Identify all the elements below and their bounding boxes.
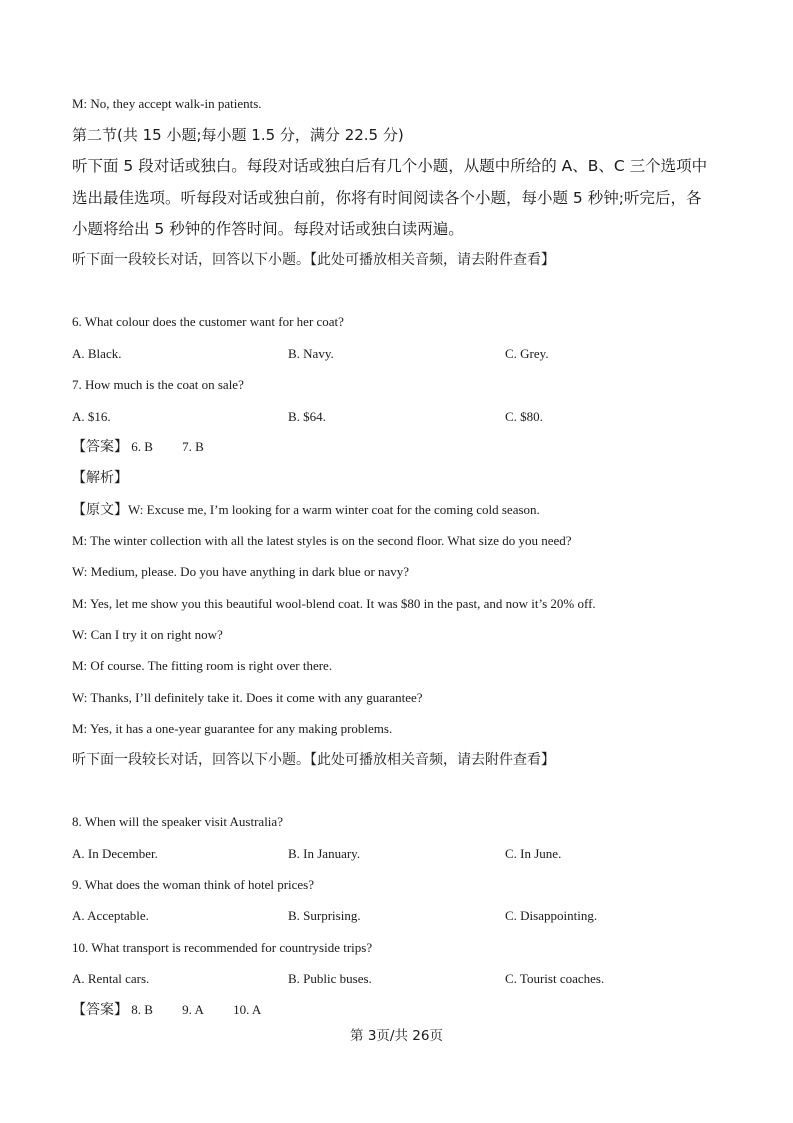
transcript-line: M: The winter collection with all the latest styles is on the second floor. What size do you need? bbox=[72, 533, 572, 548]
listening-prompt: 听下面一段较长对话，回答以下小题。【此处可播放相关音频，请去附件查看】 bbox=[72, 752, 555, 768]
instruction-line: 小题将给出 5 秒钟的作答时间。每段对话或独白读两遍。 bbox=[72, 220, 464, 238]
transcript-line: W: Thanks, I’ll definitely take it. Does it come with any guarantee? bbox=[72, 690, 423, 705]
transcript-line bbox=[72, 501, 540, 519]
option-b: B. Surprising. bbox=[288, 908, 361, 923]
option-c: C. Tourist coaches. bbox=[505, 971, 605, 986]
transcript-line: W: Medium, please. Do you have anything in dark blue or navy? bbox=[72, 564, 410, 579]
option-a: A. $16. bbox=[72, 409, 111, 424]
option-a: A. Black. bbox=[72, 346, 122, 361]
option-a: A. In December. bbox=[72, 846, 158, 861]
page-footer: 第 3页/共 26页 bbox=[350, 1028, 443, 1044]
transcript-text: W: Excuse me, I’m looking for a warm winter coat for the coming cold season. bbox=[128, 502, 540, 517]
answer-item: 10. A bbox=[233, 1002, 262, 1017]
listening-prompt: 听下面一段较长对话，回答以下小题。【此处可播放相关音频，请去附件查看】 bbox=[72, 252, 555, 268]
option-b: B. $64. bbox=[288, 409, 326, 424]
instruction-line: 选出最佳选项。听每段对话或独白前，你将有时间阅读各个小题，每小题 5 秒钟;听完后，各 bbox=[72, 189, 702, 207]
option-a: A. Rental cars. bbox=[72, 971, 150, 986]
answer-item: 9. A bbox=[182, 1002, 204, 1017]
intro-line: M: No, they accept walk-in patients. bbox=[72, 96, 262, 111]
question-text: 6. What colour does the customer want for her coat? bbox=[72, 314, 344, 329]
option-b: B. In January. bbox=[288, 846, 361, 861]
answer-line bbox=[72, 1001, 261, 1019]
answer-line bbox=[72, 438, 204, 456]
question-text: 8. When will the speaker visit Australia? bbox=[72, 814, 283, 829]
question-options bbox=[72, 907, 732, 925]
transcript-line: M: Of course. The fitting room is right over there. bbox=[72, 658, 333, 673]
question-options bbox=[72, 845, 732, 863]
question-options bbox=[72, 408, 732, 426]
option-b: B. Public buses. bbox=[288, 971, 372, 986]
option-c: C. In June. bbox=[505, 846, 562, 861]
answer-item: 7. B bbox=[182, 439, 204, 454]
answer-item: 6. B bbox=[131, 439, 153, 454]
instruction-line: 听下面 5 段对话或独白。每段对话或独白后有几个小题，从题中所给的 A、B、C 三个选项中 bbox=[72, 157, 708, 175]
option-a: A. Acceptable. bbox=[72, 908, 149, 923]
option-b: B. Navy. bbox=[288, 346, 334, 361]
answer-label: 【答案】 bbox=[72, 1002, 128, 1018]
question-text: 10. What transport is recommended for countryside trips? bbox=[72, 940, 373, 955]
transcript-line: W: Can I try it on right now? bbox=[72, 627, 223, 642]
option-c: C. $80. bbox=[505, 409, 543, 424]
question-text: 7. How much is the coat on sale? bbox=[72, 377, 244, 392]
question-options bbox=[72, 345, 732, 363]
answer-item: 8. B bbox=[131, 1002, 153, 1017]
option-c: C. Grey. bbox=[505, 346, 549, 361]
transcript-line: M: Yes, it has a one-year guarantee for any making problems. bbox=[72, 721, 393, 736]
answer-label: 【答案】 bbox=[72, 439, 128, 455]
question-options bbox=[72, 970, 732, 988]
option-c: C. Disappointing. bbox=[505, 908, 598, 923]
transcript-label: 【原文】 bbox=[72, 502, 128, 518]
transcript-line: M: Yes, let me show you this beautiful wool-blend coat. It was $80 in the past, and now it’s 20% off. bbox=[72, 596, 596, 611]
analysis-label: 【解析】 bbox=[72, 470, 128, 486]
question-text: 9. What does the woman think of hotel prices? bbox=[72, 877, 315, 892]
section-heading: 第二节(共 15 小题;每小题 1.5 分，满分 22.5 分) bbox=[72, 126, 404, 144]
